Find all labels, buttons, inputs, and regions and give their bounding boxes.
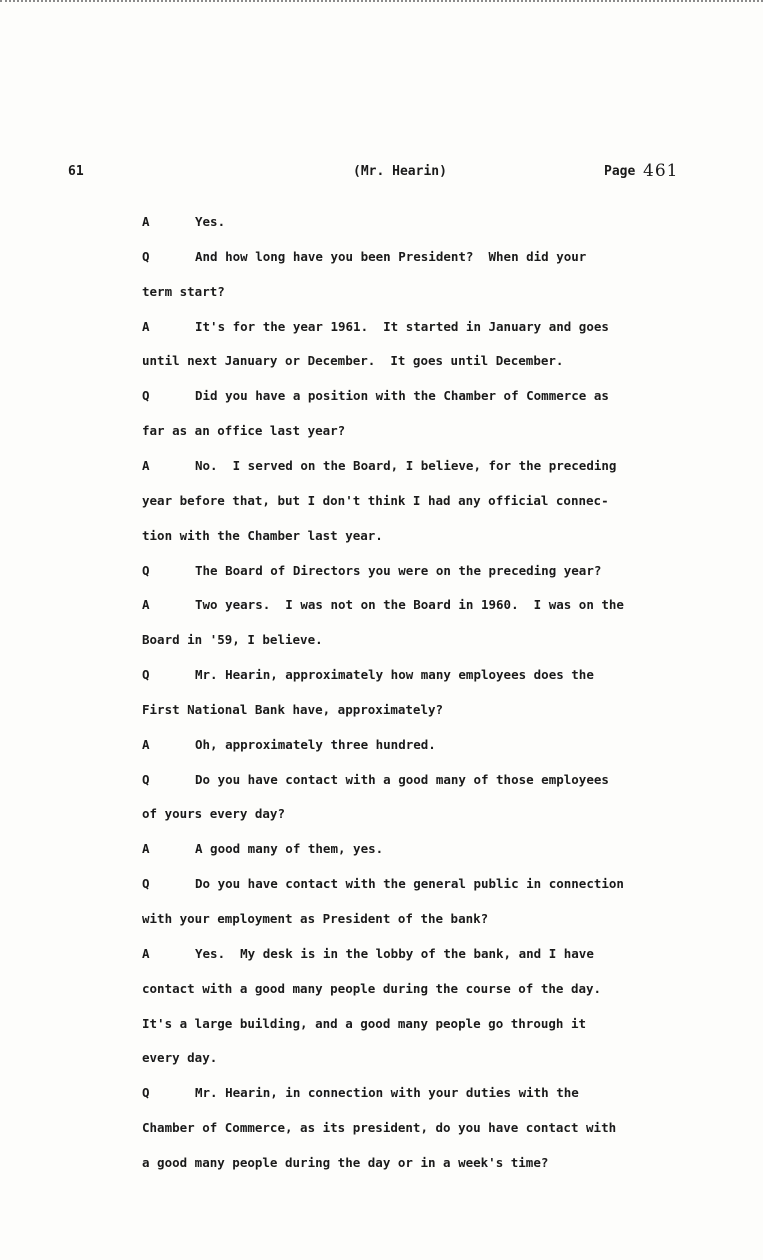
line-text: Yes. xyxy=(195,214,226,229)
answer-marker: A xyxy=(142,457,150,473)
transcript-line xyxy=(142,214,742,230)
witness-name: (Mr. Hearin) xyxy=(353,164,447,179)
left-page-number: 61 xyxy=(68,164,84,179)
line-text: every day. xyxy=(142,1050,218,1066)
transcript-line xyxy=(142,528,742,544)
question-marker: Q xyxy=(142,667,150,683)
transcript-line xyxy=(142,319,742,335)
page-label: Page xyxy=(604,164,636,179)
line-text: Two years. I was not on the Board in 1960. I was on the xyxy=(195,597,624,613)
transcript-page-number: 461 xyxy=(643,161,679,181)
transcript-line xyxy=(142,876,742,892)
transcript-line xyxy=(142,1120,742,1136)
transcript-line xyxy=(142,1050,742,1066)
line-text: It's a large building, and a good many people go through it xyxy=(142,1015,587,1031)
line-text: term start? xyxy=(142,283,225,299)
transcript-line xyxy=(142,353,742,369)
transcript-line xyxy=(142,702,742,718)
line-text: Do you have contact with the general public in connection xyxy=(195,876,624,892)
transcript-line xyxy=(142,1155,742,1171)
line-text: contact with a good many people during the course of the day. xyxy=(142,980,602,996)
line-text: Chamber of Commerce, as its president, do you have contact with xyxy=(142,1120,617,1136)
answer-marker: A xyxy=(142,841,150,857)
transcript-line xyxy=(142,667,742,683)
transcript-line xyxy=(142,806,742,822)
transcript-line xyxy=(142,981,742,997)
question-marker: Q xyxy=(142,248,150,264)
line-text: Board in '59, I believe. xyxy=(142,632,323,648)
transcript-line xyxy=(142,563,742,579)
line-text: And how long have you been President? When did your xyxy=(195,248,587,264)
line-text: Did you have a position with the Chamber of Commerce as xyxy=(195,388,609,404)
line-text: No. I served on the Board, I believe, for the preceding xyxy=(195,457,617,473)
line-text: year before that, but I don't think I had any official connec- xyxy=(142,492,609,508)
question-marker: Q xyxy=(142,562,150,578)
line-text: Do you have contact with a good many of those employees xyxy=(195,771,609,787)
transcript-line xyxy=(142,632,742,648)
transcript-line xyxy=(142,284,742,300)
line-text: It's for the year 1961. It started in January and goes xyxy=(195,318,609,334)
answer-marker: A xyxy=(142,945,150,961)
answer-marker: A xyxy=(142,736,150,752)
question-marker: Q xyxy=(142,771,150,787)
question-marker: Q xyxy=(142,1085,150,1101)
transcript-line xyxy=(142,597,742,613)
line-text: tion with the Chamber last year. xyxy=(142,527,383,543)
transcript-line xyxy=(142,388,742,404)
line-text: Yes. My desk is in the lobby of the bank, and I have xyxy=(195,945,594,961)
page-header xyxy=(0,161,763,184)
answer-marker: A xyxy=(142,597,150,613)
transcript-line xyxy=(142,423,742,439)
line-text: Oh, approximately three hundred. xyxy=(195,736,436,752)
line-text: The Board of Directors you were on the preceding year? xyxy=(195,562,602,578)
transcript-line xyxy=(142,737,742,753)
line-text: with your employment as President of the bank? xyxy=(142,911,489,926)
line-text: far as an office last year? xyxy=(142,423,346,439)
line-text: Mr. Hearin, approximately how many employees does the xyxy=(195,667,594,683)
answer-marker: A xyxy=(142,318,150,334)
transcript-line xyxy=(142,1085,742,1101)
answer-marker: A xyxy=(142,214,150,229)
question-marker: Q xyxy=(142,876,150,892)
line-text: First National Bank have, approximately? xyxy=(142,701,444,717)
line-text: until next January or December. It goes until December. xyxy=(142,353,564,369)
transcript-line xyxy=(142,946,742,962)
question-marker: Q xyxy=(142,388,150,404)
transcript-line xyxy=(142,772,742,788)
line-text: of yours every day? xyxy=(142,806,285,822)
transcript-line xyxy=(142,911,742,927)
transcript-line xyxy=(142,249,742,265)
transcript-line xyxy=(142,458,742,474)
line-text: A good many of them, yes. xyxy=(195,841,384,857)
transcript-line xyxy=(142,841,742,857)
line-text: a good many people during the day or in a week's time? xyxy=(142,1154,549,1170)
line-text: Mr. Hearin, in connection with your duties with the xyxy=(195,1085,579,1101)
page-top-edge xyxy=(0,0,763,6)
transcript-line xyxy=(142,1016,742,1032)
transcript-line xyxy=(142,493,742,509)
